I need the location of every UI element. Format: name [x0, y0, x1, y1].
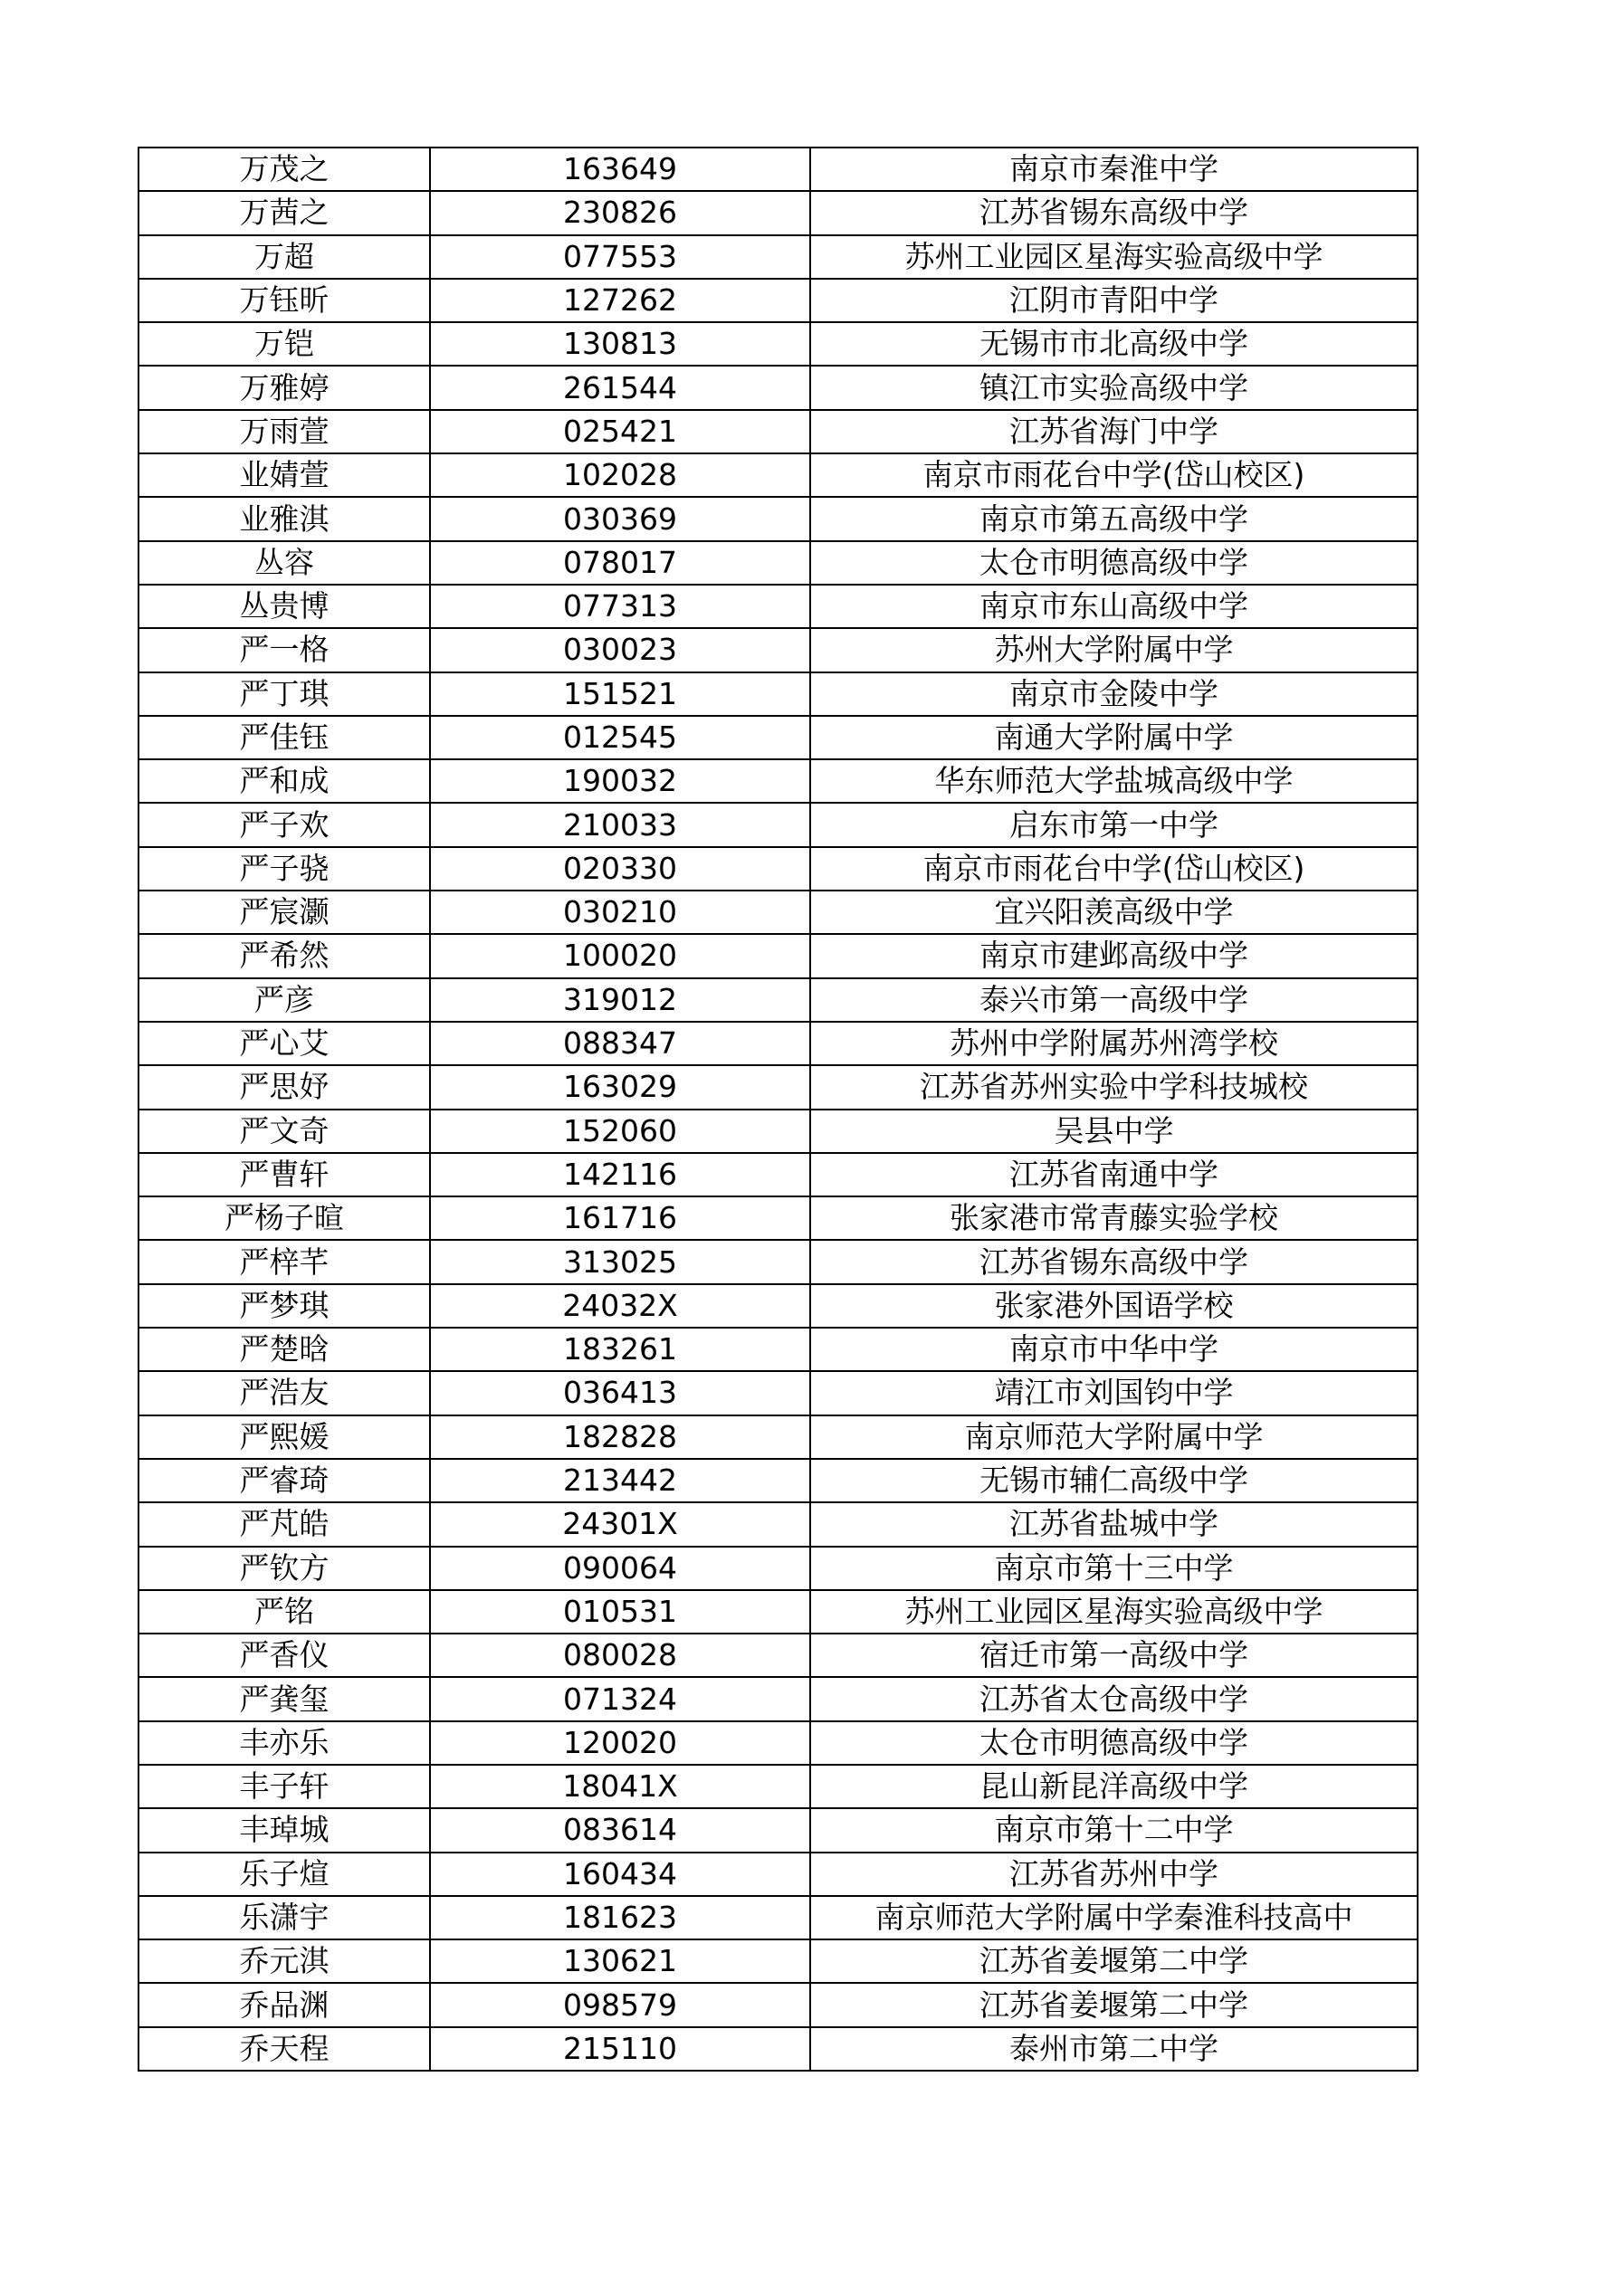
student-name-cell: 严浩友	[139, 1371, 430, 1415]
student-id-cell: 030210	[430, 891, 810, 934]
table-row	[139, 1459, 1418, 1502]
table-row	[139, 1590, 1418, 1634]
school-name-cell: 无锡市市北高级中学	[810, 322, 1418, 366]
student-name-cell: 严芃皓	[139, 1502, 430, 1546]
student-name-cell: 乐子煊	[139, 1853, 430, 1896]
school-name-cell: 南京市东山高级中学	[810, 585, 1418, 628]
student-name-cell: 严文奇	[139, 1110, 430, 1153]
school-name-cell: 靖江市刘国钧中学	[810, 1371, 1418, 1415]
school-name-cell: 启东市第一中学	[810, 803, 1418, 846]
student-id-cell: 071324	[430, 1677, 810, 1720]
student-id-cell: 012545	[430, 716, 810, 759]
table-row	[139, 1022, 1418, 1065]
student-id-cell: 098579	[430, 1983, 810, 2026]
student-name-cell: 严杨子暄	[139, 1196, 430, 1240]
school-name-cell: 泰州市第二中学	[810, 2027, 1418, 2071]
student-id-cell: 213442	[430, 1459, 810, 1502]
table-row	[139, 1284, 1418, 1328]
table-row	[139, 1065, 1418, 1109]
table-row	[139, 1765, 1418, 1808]
student-id-cell: 215110	[430, 2027, 810, 2071]
table-row	[139, 891, 1418, 934]
table-row	[139, 453, 1418, 497]
school-name-cell: 南京市第十二中学	[810, 1808, 1418, 1852]
table-row	[139, 1328, 1418, 1371]
table-row	[139, 1371, 1418, 1415]
student-id-cell: 18041X	[430, 1765, 810, 1808]
student-name-cell: 严佳钰	[139, 716, 430, 759]
student-name-cell: 万钰昕	[139, 279, 430, 322]
student-name-cell: 严宸灏	[139, 891, 430, 934]
student-id-cell: 24301X	[430, 1502, 810, 1546]
table-row	[139, 1939, 1418, 1983]
table-row	[139, 1240, 1418, 1283]
table-row	[139, 585, 1418, 628]
table-row	[139, 191, 1418, 234]
student-name-cell: 乔品渊	[139, 1983, 430, 2026]
school-name-cell: 泰兴市第一高级中学	[810, 978, 1418, 1022]
student-id-cell: 181623	[430, 1896, 810, 1939]
school-name-cell: 南京市金陵中学	[810, 672, 1418, 716]
table-row	[139, 1721, 1418, 1765]
table-row	[139, 541, 1418, 585]
table-row	[139, 1196, 1418, 1240]
table-row	[139, 1502, 1418, 1546]
table-row	[139, 716, 1418, 759]
student-id-cell: 090064	[430, 1547, 810, 1590]
table-row	[139, 1110, 1418, 1153]
student-name-cell: 万雅婷	[139, 366, 430, 409]
student-id-cell: 160434	[430, 1853, 810, 1896]
school-name-cell: 江苏省锡东高级中学	[810, 191, 1418, 234]
school-name-cell: 江苏省姜堰第二中学	[810, 1983, 1418, 2026]
student-name-cell: 严和成	[139, 759, 430, 803]
student-id-cell: 030369	[430, 497, 810, 540]
school-name-cell: 江苏省南通中学	[810, 1153, 1418, 1196]
student-name-cell: 丰亦乐	[139, 1721, 430, 1765]
table-row	[139, 1853, 1418, 1896]
school-name-cell: 苏州工业园区星海实验高级中学	[810, 1590, 1418, 1634]
student-name-cell: 丛容	[139, 541, 430, 585]
student-name-cell: 严铭	[139, 1590, 430, 1634]
table-row	[139, 847, 1418, 891]
school-name-cell: 太仓市明德高级中学	[810, 1721, 1418, 1765]
school-name-cell: 江苏省姜堰第二中学	[810, 1939, 1418, 1983]
student-name-cell: 严楚晗	[139, 1328, 430, 1371]
student-id-cell: 190032	[430, 759, 810, 803]
student-id-cell: 163029	[430, 1065, 810, 1109]
student-id-cell: 152060	[430, 1110, 810, 1153]
student-name-cell: 乔元淇	[139, 1939, 430, 1983]
table-row	[139, 1983, 1418, 2026]
school-name-cell: 张家港市常青藤实验学校	[810, 1196, 1418, 1240]
student-id-cell: 127262	[430, 279, 810, 322]
student-name-cell: 严龚玺	[139, 1677, 430, 1720]
table-row	[139, 279, 1418, 322]
school-name-cell: 昆山新昆洋高级中学	[810, 1765, 1418, 1808]
school-name-cell: 苏州工业园区星海实验高级中学	[810, 235, 1418, 279]
table-row	[139, 235, 1418, 279]
student-name-cell: 严梓芊	[139, 1240, 430, 1283]
school-name-cell: 太仓市明德高级中学	[810, 541, 1418, 585]
student-id-cell: 210033	[430, 803, 810, 846]
table-row	[139, 497, 1418, 540]
student-id-cell: 130813	[430, 322, 810, 366]
student-name-cell: 万雨萱	[139, 410, 430, 453]
student-name-cell: 严熙媛	[139, 1415, 430, 1459]
school-name-cell: 苏州大学附属中学	[810, 628, 1418, 672]
student-id-cell: 183261	[430, 1328, 810, 1371]
student-id-cell: 088347	[430, 1022, 810, 1065]
student-id-cell: 130621	[430, 1939, 810, 1983]
student-id-cell: 24032X	[430, 1284, 810, 1328]
table-row	[139, 934, 1418, 977]
table-row	[139, 1153, 1418, 1196]
student-table	[138, 147, 1419, 2072]
student-id-cell: 025421	[430, 410, 810, 453]
student-name-cell: 严丁琪	[139, 672, 430, 716]
table-row	[139, 978, 1418, 1022]
table-row	[139, 1896, 1418, 1939]
student-name-cell: 丛贵博	[139, 585, 430, 628]
school-name-cell: 张家港外国语学校	[810, 1284, 1418, 1328]
student-name-cell: 严一格	[139, 628, 430, 672]
table-row	[139, 1547, 1418, 1590]
student-name-cell: 严彦	[139, 978, 430, 1022]
school-name-cell: 南通大学附属中学	[810, 716, 1418, 759]
school-name-cell: 南京市第五高级中学	[810, 497, 1418, 540]
school-name-cell: 宜兴阳羡高级中学	[810, 891, 1418, 934]
student-id-cell: 120020	[430, 1721, 810, 1765]
school-name-cell: 宿迁市第一高级中学	[810, 1634, 1418, 1677]
student-id-cell: 020330	[430, 847, 810, 891]
school-name-cell: 江苏省太仓高级中学	[810, 1677, 1418, 1720]
table-row	[139, 322, 1418, 366]
student-id-cell: 083614	[430, 1808, 810, 1852]
table-row	[139, 803, 1418, 846]
student-id-cell: 313025	[430, 1240, 810, 1283]
table-row	[139, 672, 1418, 716]
student-id-cell: 163649	[430, 148, 810, 191]
student-id-cell: 230826	[430, 191, 810, 234]
student-name-cell: 严梦琪	[139, 1284, 430, 1328]
student-id-cell: 319012	[430, 978, 810, 1022]
student-name-cell: 严钦方	[139, 1547, 430, 1590]
student-name-cell: 万茜之	[139, 191, 430, 234]
student-id-cell: 036413	[430, 1371, 810, 1415]
student-name-cell: 严思妤	[139, 1065, 430, 1109]
student-id-cell: 102028	[430, 453, 810, 497]
table-row	[139, 148, 1418, 191]
school-name-cell: 吴县中学	[810, 1110, 1418, 1153]
student-name-cell: 业雅淇	[139, 497, 430, 540]
student-name-cell: 严香仪	[139, 1634, 430, 1677]
table-row	[139, 1677, 1418, 1720]
student-id-cell: 161716	[430, 1196, 810, 1240]
student-id-cell: 142116	[430, 1153, 810, 1196]
student-name-cell: 严睿琦	[139, 1459, 430, 1502]
student-name-cell: 严子欢	[139, 803, 430, 846]
student-id-cell: 030023	[430, 628, 810, 672]
school-name-cell: 江苏省苏州中学	[810, 1853, 1418, 1896]
student-name-cell: 丰子轩	[139, 1765, 430, 1808]
school-name-cell: 南京市秦淮中学	[810, 148, 1418, 191]
school-name-cell: 江苏省苏州实验中学科技城校	[810, 1065, 1418, 1109]
table-row	[139, 759, 1418, 803]
table-row	[139, 2027, 1418, 2071]
student-id-cell: 010531	[430, 1590, 810, 1634]
student-id-cell: 182828	[430, 1415, 810, 1459]
student-name-cell: 万铠	[139, 322, 430, 366]
school-name-cell: 镇江市实验高级中学	[810, 366, 1418, 409]
school-name-cell: 江苏省海门中学	[810, 410, 1418, 453]
school-name-cell: 华东师范大学盐城高级中学	[810, 759, 1418, 803]
student-table-body	[139, 148, 1418, 2071]
student-id-cell: 077313	[430, 585, 810, 628]
school-name-cell: 南京师范大学附属中学	[810, 1415, 1418, 1459]
table-row	[139, 366, 1418, 409]
school-name-cell: 江苏省锡东高级中学	[810, 1240, 1418, 1283]
student-name-cell: 乐潇宇	[139, 1896, 430, 1939]
school-name-cell: 南京市雨花台中学(岱山校区)	[810, 847, 1418, 891]
table-row	[139, 628, 1418, 672]
student-id-cell: 077553	[430, 235, 810, 279]
school-name-cell: 南京师范大学附属中学秦淮科技高中	[810, 1896, 1418, 1939]
student-id-cell: 078017	[430, 541, 810, 585]
student-name-cell: 丰琸城	[139, 1808, 430, 1852]
student-name-cell: 乔天程	[139, 2027, 430, 2071]
school-name-cell: 南京市建邺高级中学	[810, 934, 1418, 977]
student-name-cell: 万茂之	[139, 148, 430, 191]
school-name-cell: 南京市第十三中学	[810, 1547, 1418, 1590]
school-name-cell: 江苏省盐城中学	[810, 1502, 1418, 1546]
school-name-cell: 无锡市辅仁高级中学	[810, 1459, 1418, 1502]
student-name-cell: 严希然	[139, 934, 430, 977]
school-name-cell: 南京市中华中学	[810, 1328, 1418, 1371]
table-row	[139, 410, 1418, 453]
student-name-cell: 严心艾	[139, 1022, 430, 1065]
student-id-cell: 261544	[430, 366, 810, 409]
table-row	[139, 1415, 1418, 1459]
student-name-cell: 业婧萱	[139, 453, 430, 497]
student-name-cell: 严子骁	[139, 847, 430, 891]
school-name-cell: 南京市雨花台中学(岱山校区)	[810, 453, 1418, 497]
student-id-cell: 151521	[430, 672, 810, 716]
table-row	[139, 1808, 1418, 1852]
student-name-cell: 万超	[139, 235, 430, 279]
student-name-cell: 严曹轩	[139, 1153, 430, 1196]
school-name-cell: 江阴市青阳中学	[810, 279, 1418, 322]
student-id-cell: 080028	[430, 1634, 810, 1677]
student-id-cell: 100020	[430, 934, 810, 977]
school-name-cell: 苏州中学附属苏州湾学校	[810, 1022, 1418, 1065]
table-row	[139, 1634, 1418, 1677]
